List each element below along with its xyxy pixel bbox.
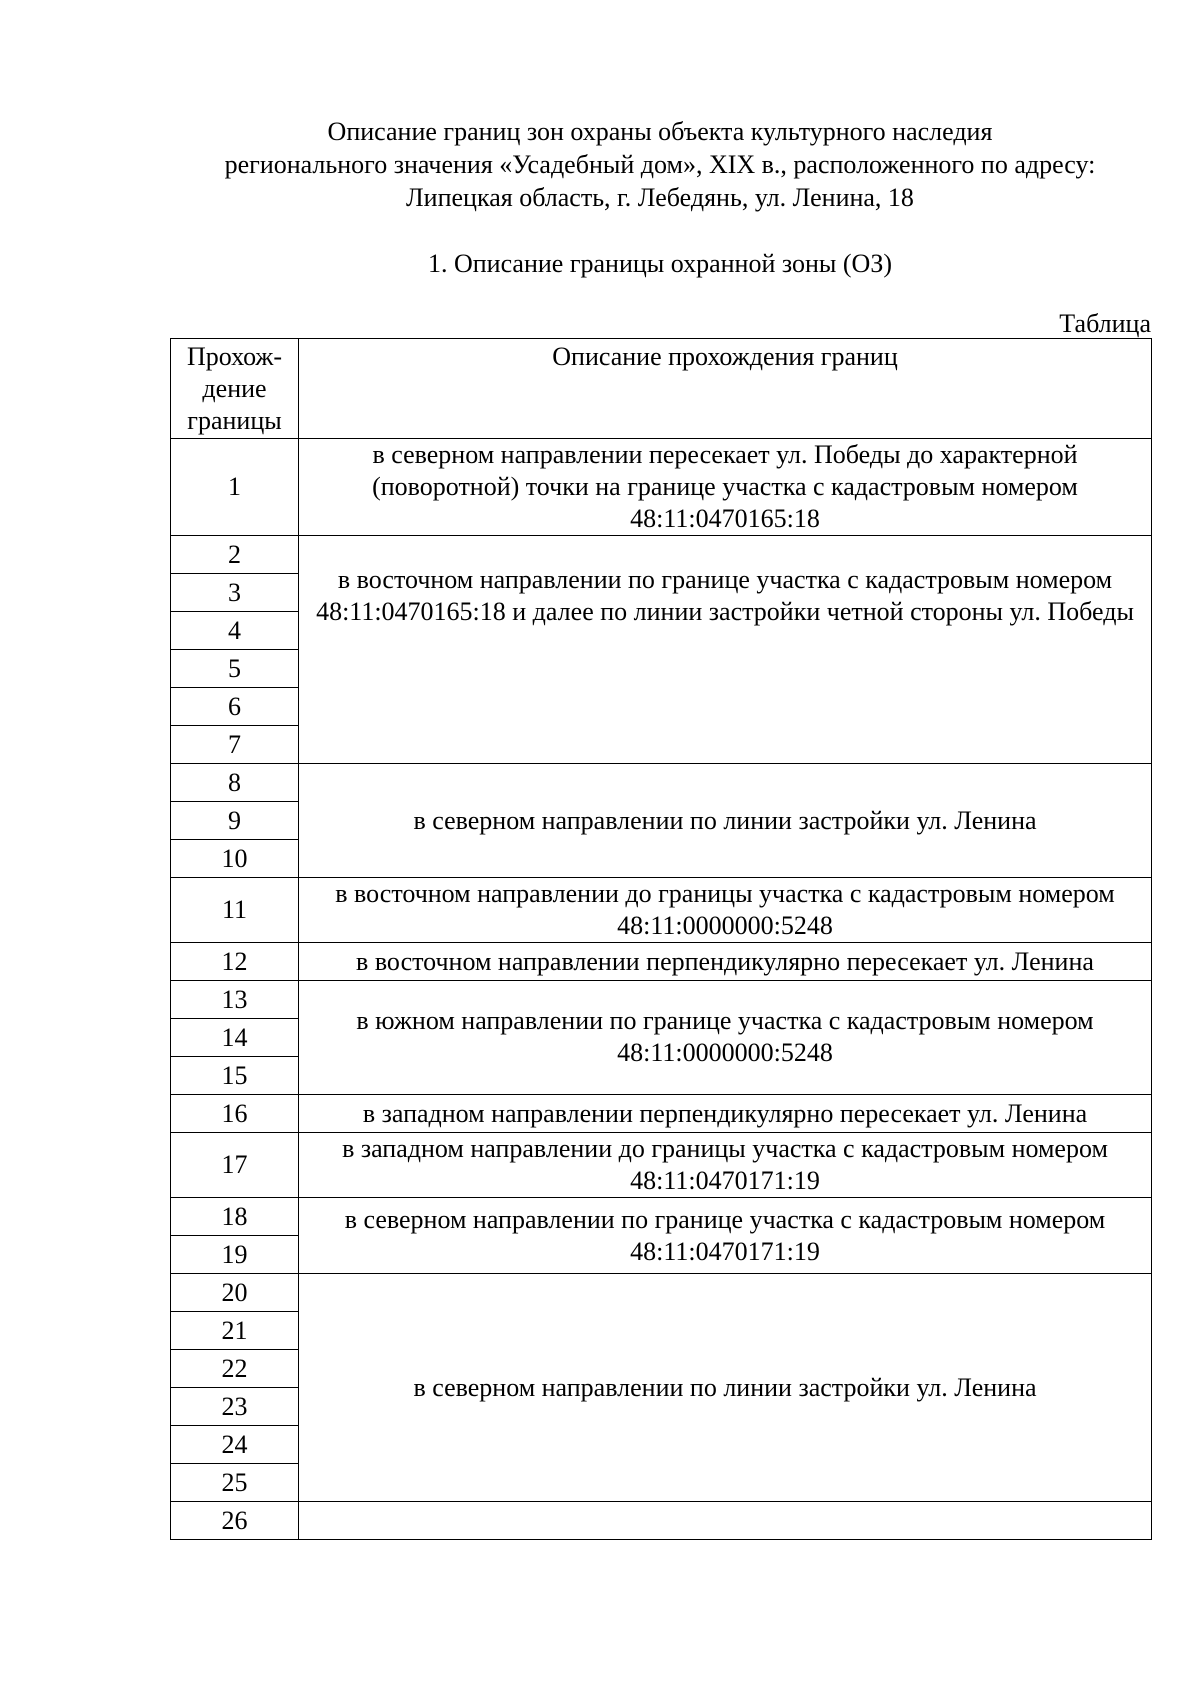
header-point-column: Прохож-дение границы <box>171 339 299 439</box>
table-header-row <box>171 339 1152 439</box>
point-number: 8 <box>171 764 299 802</box>
point-number: 1 <box>171 439 299 536</box>
point-number: 24 <box>171 1426 299 1464</box>
table-row <box>171 981 1152 1019</box>
point-number: 7 <box>171 726 299 764</box>
document-title-line-2: регионального значения «Усадебный дом», XIX в., расположенного по адресу: <box>224 150 1096 179</box>
point-number: 25 <box>171 1464 299 1502</box>
boundary-description: в северном направлении пересекает ул. Победы до характерной (поворотной) точки на границе участка с кадастровым номером 48:11:0470165:18 <box>299 439 1152 536</box>
table-row <box>171 1502 1152 1540</box>
boundary-description: в северном направлении по линии застройки ул. Ленина <box>299 1274 1152 1502</box>
point-number: 18 <box>171 1198 299 1236</box>
table-row <box>171 764 1152 802</box>
point-number: 19 <box>171 1236 299 1274</box>
boundary-table <box>170 338 1152 1540</box>
boundary-description: в восточном направлении до границы участка с кадастровым номером 48:11:0000000:5248 <box>299 878 1152 943</box>
point-number: 10 <box>171 840 299 878</box>
table-row <box>171 536 1152 574</box>
table-row <box>171 1198 1152 1236</box>
header-description-column: Описание прохождения границ <box>299 339 1152 439</box>
point-number: 3 <box>171 574 299 612</box>
point-number: 26 <box>171 1502 299 1540</box>
point-number: 17 <box>171 1133 299 1198</box>
boundary-description: в восточном направлении по границе участка с кадастровым номером 48:11:0470165:18 и далее по линии застройки четной стороны ул. Победы <box>299 536 1152 764</box>
table-row <box>171 439 1152 536</box>
point-number: 6 <box>171 688 299 726</box>
point-number: 16 <box>171 1095 299 1133</box>
boundary-description <box>299 1502 1152 1540</box>
point-number: 2 <box>171 536 299 574</box>
table-row <box>171 878 1152 943</box>
document-title-line-1: Описание границ зон охраны объекта культурного наследия <box>327 117 993 146</box>
point-number: 15 <box>171 1057 299 1095</box>
section-heading: 1. Описание границы охранной зоны (ОЗ) <box>427 249 893 278</box>
point-number: 20 <box>171 1274 299 1312</box>
boundary-description: в северном направлении по границе участка с кадастровым номером 48:11:0470171:19 <box>299 1198 1152 1274</box>
boundary-description: в восточном направлении перпендикулярно пересекает ул. Ленина <box>299 943 1152 981</box>
point-number: 21 <box>171 1312 299 1350</box>
boundary-description: в западном направлении перпендикулярно пересекает ул. Ленина <box>299 1095 1152 1133</box>
point-number: 13 <box>171 981 299 1019</box>
table-row <box>171 1133 1152 1198</box>
point-number: 11 <box>171 878 299 943</box>
table-row <box>171 1274 1152 1312</box>
point-number: 14 <box>171 1019 299 1057</box>
document-title-line-3: Липецкая область, г. Лебедянь, ул. Ленина, 18 <box>406 183 914 212</box>
point-number: 12 <box>171 943 299 981</box>
point-number: 9 <box>171 802 299 840</box>
point-number: 5 <box>171 650 299 688</box>
table-row <box>171 943 1152 981</box>
point-number: 4 <box>171 612 299 650</box>
boundary-description: в западном направлении до границы участка с кадастровым номером 48:11:0470171:19 <box>299 1133 1152 1198</box>
boundary-description: в северном направлении по линии застройки ул. Ленина <box>299 764 1152 878</box>
boundary-description: в южном направлении по границе участка с кадастровым номером 48:11:0000000:5248 <box>299 981 1152 1095</box>
point-number: 23 <box>171 1388 299 1426</box>
table-row <box>171 1095 1152 1133</box>
table-caption: Таблица <box>1059 309 1151 338</box>
point-number: 22 <box>171 1350 299 1388</box>
